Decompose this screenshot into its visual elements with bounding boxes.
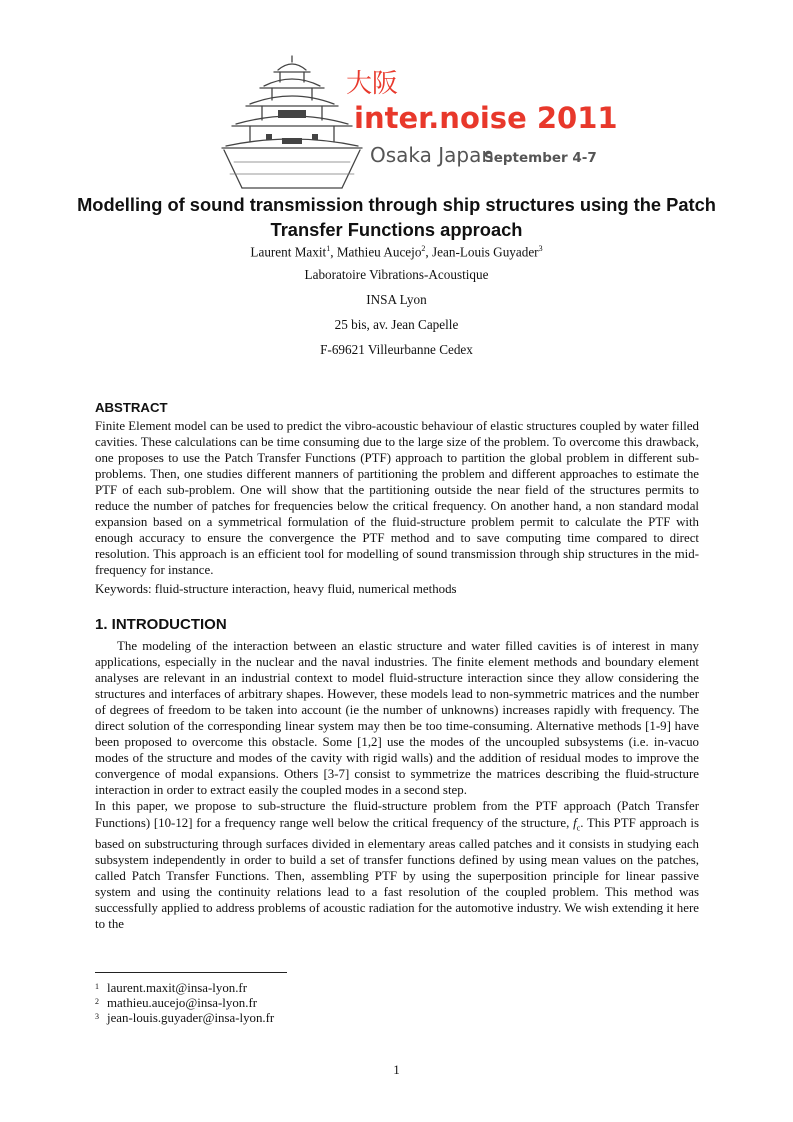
logo-kanji: 大阪 <box>346 69 399 99</box>
author-footnote-mark: 3 <box>538 244 543 253</box>
author-list: Laurent Maxit$^1$, Mathieu Aucejo$^2$, Jean-Louis Guyader$^3$ <box>250 244 543 260</box>
paper-title: Modelling of sound transmission through ship structures using the Patch Transfer Functions approach <box>77 194 716 240</box>
keywords: Keywords: fluid-structure interaction, heavy fluid, numerical methods <box>95 582 457 596</box>
affiliation-city: F-69621 Villeurbanne Cedex <box>320 342 473 357</box>
affiliation-institute: INSA Lyon <box>366 292 427 307</box>
section-heading-introduction: 1. INTRODUCTION <box>95 616 227 633</box>
footnote-email: jean-louis.guyader@insa-lyon.fr <box>107 1011 275 1025</box>
author-name: Jean-Louis Guyader <box>432 244 539 260</box>
author-name: Laurent Maxit <box>250 244 327 260</box>
osaka-castle-icon <box>222 56 362 188</box>
footnote: 2 mathieu.aucejo@insa-lyon.fr <box>95 996 258 1010</box>
author-footnote-mark: 1 <box>326 244 331 253</box>
author-footnote-mark: 2 <box>421 244 426 253</box>
abstract-text: Finite Element model can be used to predict the vibro-acoustic behaviour of elastic structures coupled by water filled cavities. These calculations can be time consuming due to the large size of the problem. To overcome this drawback, one proposes to use the Patch Transfer Functions (PTF) approach to partition the global problem in different sub-problems. Then, one studies different manners of partitioning the problem and different approaches to estimate the PTF of each sub-problem. One will show that the partitioning outside the near field of the structures permits to reduce the number of patches for frequencies below the critical frequency. On another hand, a non standard modal expansion based on a symmetrical formulation of the fluid-structure problem permit to calculate the PTF with enough accuracy to ensure the convergence the PTF method and to save computing time compared to direct resolution. This approach is an efficient tool for modelling of sound transmission through ship structures in the mid-frequency for instance. <box>95 419 699 578</box>
paragraph: The modeling of the interaction between an elastic structure and water filled cavities is of interest in many applications, especially in the nuclear and the naval industries. The finite element methods and boundary element analyses are relevant in an industrial context to model fluid-structure interaction since they allow considering the structures and interfaces of arbitrary shapes. However, these models lead to non-symmetric matrices and the number of degrees of freedom to be taken into account (ie the number of unknowns) increases rapidly with frequency. The direct solution of the corresponding linear system may then be too time-consuming. Alternative methods [1-9] have been proposed to overcome this obstacle. Some [1,2] use the modes of the uncoupled subsystems (i.e. in-vacuo modes of the structure and modes of the cavity with rigid walls) and the addition of residual modes to improve the convergence of modal expansions. Others [3-7] consist to symmetrize the matrices describing the fluid-structure interaction in order to extract easily the coupled modes in a second step. <box>95 639 699 798</box>
footnote: 3 jean-louis.guyader@insa-lyon.fr <box>95 1011 275 1025</box>
footnote-divider <box>95 972 287 973</box>
affiliation-lab: Laboratoire Vibrations-Acoustique <box>304 267 489 282</box>
abstract-heading: ABSTRACT <box>95 400 168 415</box>
logo-dates: September 4-7 <box>484 150 597 166</box>
footnote-email: laurent.maxit@insa-lyon.fr <box>107 981 248 995</box>
page-number: 1 <box>393 1062 400 1077</box>
math-symbol: f <box>573 815 577 830</box>
author-name: Mathieu Aucejo <box>336 244 422 260</box>
paragraph: In this paper, we propose to sub-structure the fluid-structure problem from the PTF approach (Patch Transfer Functions) [10-12] for a frequency range well below the critical frequency of the structure, $f_c$. This PTF approach is based on substructuring through surfaces divided in elementary areas called patches and it consists in studying each subsystem independently in order to build a set of transfer functions defined by using mean values on the patches, called Patch Transfer Functions. Then, assembling PTF by using the superposition principle for linear passive system and using the continuity relations lead to a fast resolution of the coupled problem. This method was successfully applied to address problems of acoustic radiation for the automotive industry. We wish extending it here to the <box>95 799 699 932</box>
logo-event-name: inter.noise 2011 <box>354 101 618 135</box>
conference-logo <box>222 50 618 190</box>
logo-location: Osaka Japan <box>370 143 495 167</box>
footnote: 1 laurent.maxit@insa-lyon.fr <box>95 981 248 995</box>
footnote-email: mathieu.aucejo@insa-lyon.fr <box>107 996 258 1010</box>
introduction-body <box>95 638 699 932</box>
affiliation-street: 25 bis, av. Jean Capelle <box>334 317 459 332</box>
